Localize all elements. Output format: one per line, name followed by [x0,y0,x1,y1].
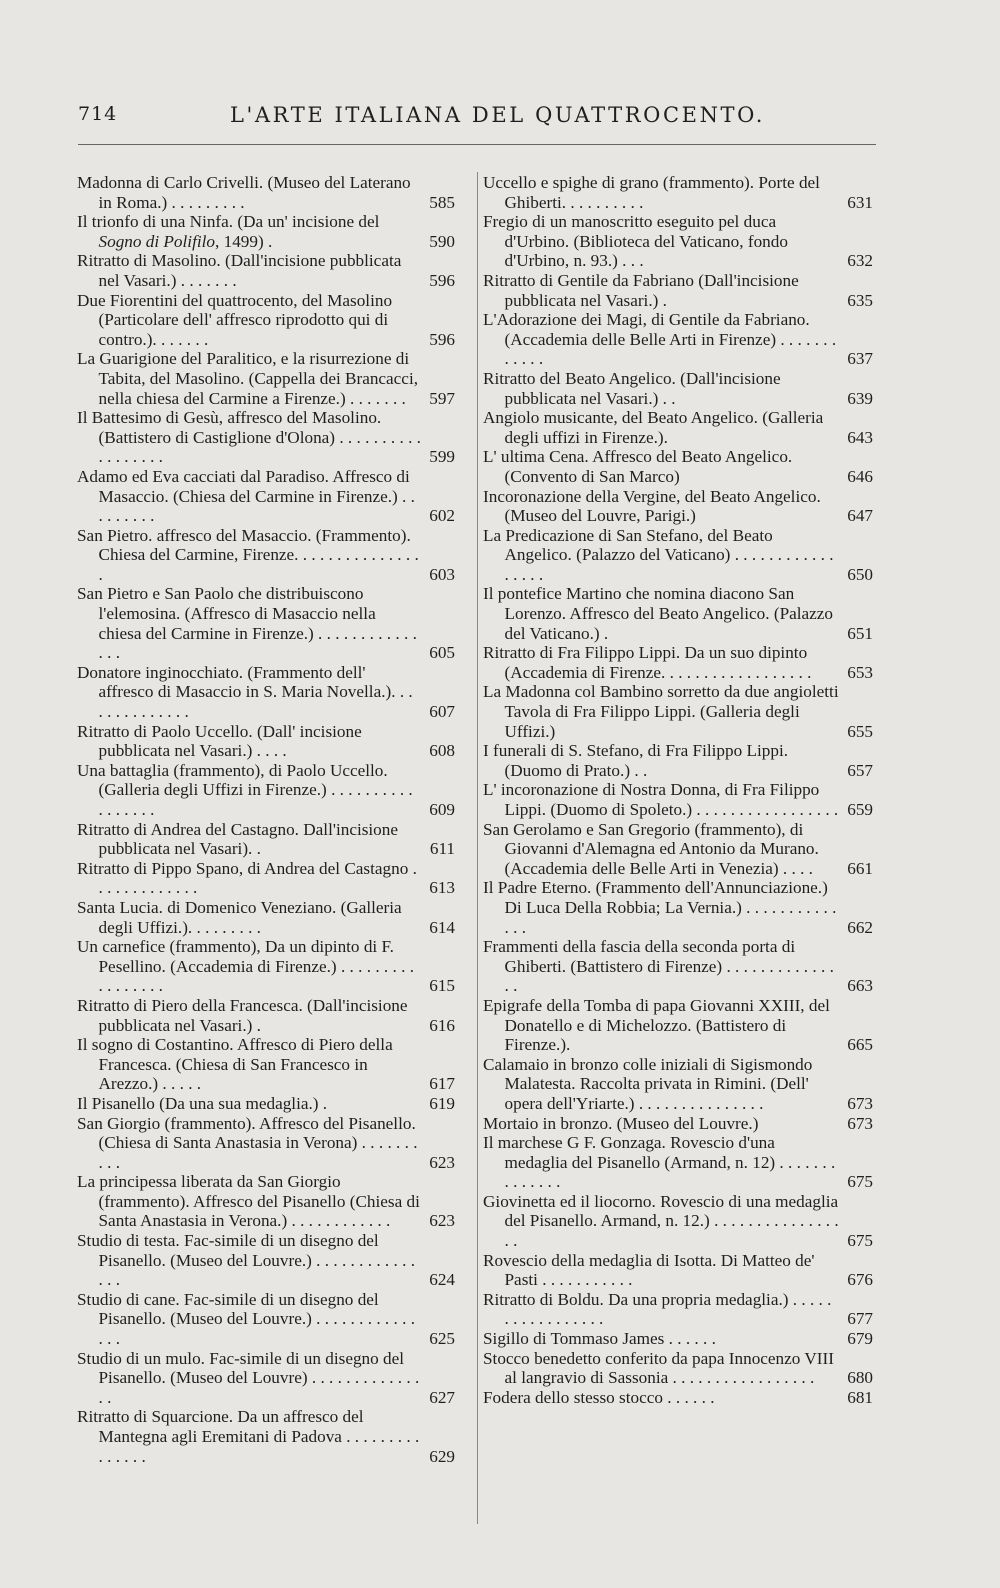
entry-page-number: 625 [429,1329,455,1349]
index-entry [77,1035,455,1094]
entry-title: La Predicazione di San Stefano, del Beato Angelico. (Palazzo del Vaticano) . . . . . . . . . . . . . . . . . [483,525,834,584]
entry-title: Studio di testa. Fac-simile di un disegno del Pisanello. (Museo del Louvre.) . . . . . . . . . . . . . . . [77,1231,415,1290]
header-rule [78,144,876,145]
entry-title: Donatore inginocchiato. (Frammento dell' affresco di Masaccio in S. Maria Novella.). . . . . . . . . . . . . . [77,662,413,722]
entry-title: L' incoronazione di Nostra Donna, di Fra Filippo Lippi. (Duomo di Spoleto.) . . . . . . . . . . . . . . . . . [483,780,839,819]
index-entry [483,1055,873,1114]
index-entry [483,741,873,780]
entry-title: Due Fiorentini del quattrocento, del Masolino (Particolare dell' affresco riprodotto qui di contro.). . . . . . . [77,290,393,349]
entry-page-number: 643 [847,427,873,447]
index-entry [483,780,873,819]
entry-page-number: 663 [847,976,873,996]
entry-page-number: 676 [847,1270,873,1290]
entry-title: Ritratto di Paolo Uccello. (Dall' incisione pubblicata nel Vasari.) . . . . [77,721,362,761]
entry-title: L' ultima Cena. Affresco del Beato Angelico. (Convento di San Marco) [483,447,793,486]
entry-page-number: 665 [847,1035,873,1055]
index-column-left [77,173,455,1466]
entry-title: La Madonna col Bambino sorretto da due angioletti Tavola di Fra Filippo Lippi. (Galleria degli Uffizi.) [483,682,839,741]
index-entry [483,584,873,643]
entry-page-number: 639 [847,388,873,408]
index-entry [483,1114,873,1134]
entry-title: Giovinetta ed il liocorno. Rovescio di una medaglia del Pisanello. Armand, n. 12.) . . . . . . . . . . . . . . . . . [483,1191,839,1251]
index-entry [483,271,873,310]
entry-title: Mortaio in bronzo. (Museo del Louvre.) [483,1113,759,1133]
entry-title: Ritratto di Boldu. Da una propria medaglia.) . . . . . . . . . . . . . . . . . [483,1289,832,1329]
index-entry [77,937,455,996]
page-number: 714 [78,103,118,125]
index-entry [483,878,873,937]
index-entry [77,173,455,212]
index-entry [483,682,873,741]
entry-title: Epigrafe della Tomba di papa Giovanni XXIII, del Donatello e di Michelozzo. (Battistero di Firenze.). [483,995,830,1055]
entry-page-number: 650 [847,564,873,584]
index-entry [483,1388,873,1408]
index-entry [77,212,455,251]
entry-page-number: 680 [847,1368,873,1388]
entry-title: Il sogno di Costantino. Affresco di Piero della Francesca. (Chiesa di San Francesco in Arezzo.) . . . . . [77,1035,393,1094]
entry-title: Il trionfo di una Ninfa. (Da un' incisione del Sogno di Polifilo, 1499) . [77,212,380,251]
index-entry [483,1192,873,1251]
entry-title: Adamo ed Eva cacciati dal Paradiso. Affresco di Masaccio. (Chiesa del Carmine in Firenze.) . . . . . . . . . [77,466,415,526]
entry-page-number: 615 [429,976,455,996]
index-entry [483,487,873,526]
page-header [78,103,876,133]
entry-page-number: 605 [429,643,455,663]
entry-page-number: 623 [429,1152,455,1172]
entry-title: Fodera dello stesso stocco . . . . . . [483,1387,715,1407]
entry-page-number: 646 [847,466,873,486]
entry-page-number: 613 [429,878,455,898]
index-entry [77,1231,455,1290]
index-entry [77,1172,455,1231]
entry-page-number: 661 [847,858,873,878]
entry-page-number: 679 [847,1329,873,1349]
entry-title: Una battaglia (frammento), di Paolo Uccello. (Galleria degli Uffizi in Firenze.) . . . . . . . . . . . . . . . . . [77,760,413,819]
index-entry [483,1251,873,1290]
index-entry [483,820,873,879]
entry-page-number: 637 [847,349,873,369]
entry-title: Incoronazione della Vergine, del Beato Angelico. (Museo del Louvre, Parigi.) [483,486,821,526]
entry-title: Ritratto del Beato Angelico. (Dall'incisione pubblicata nel Vasari.) . . [483,368,781,408]
entry-page-number: 596 [429,329,455,349]
entry-page-number: 623 [429,1211,455,1231]
entry-title: Fregio di un manoscritto eseguito pel duca d'Urbino. (Biblioteca del Vaticano, fondo d'Urbino, n. 93.) . . . [483,212,788,271]
entry-title: Ritratto di Masolino. (Dall'incisione pubblicata nel Vasari.) . . . . . . . [77,251,402,290]
running-title: L'ARTE ITALIANA DEL QUATTROCENTO. [230,103,766,127]
entry-title: Il marchese G F. Gonzaga. Rovescio d'una medaglia del Pisanello (Armand, n. 12) . . . . . . . . . . . . . . [483,1133,836,1192]
entry-title: La Guarigione del Paralitico, e la risurrezione di Tabita, del Masolino. (Cappella dei Brancacci, nella chiesa del Carmine a Firenze.) . . . . . . . [77,349,419,408]
entry-page-number: 602 [429,506,455,526]
index-entry [77,467,455,526]
index-entry [77,1290,455,1349]
entry-title: San Pietro. affresco del Masaccio. (Frammento). Chiesa del Carmine, Firenze. . . . . . . . . . . . . . . . [77,525,419,584]
entry-title: Uccello e spighe di grano (frammento). Porte del Ghiberti. . . . . . . . . . [483,173,820,212]
index-entry [77,1094,455,1114]
index-entry [483,1290,873,1329]
entry-title: Studio di un mulo. Fac-simile di un disegno del Pisanello. (Museo del Louvre) . . . . . . . . . . . . . . . [77,1348,420,1407]
entry-page-number: 597 [429,388,455,408]
entry-page-number: 631 [847,192,873,212]
entry-page-number: 662 [847,917,873,937]
entry-title: Santa Lucia. di Domenico Veneziano. (Galleria degli Uffizi.). . . . . . . . . [77,897,402,937]
index-entry [77,1349,455,1408]
entry-title: I funerali di S. Stefano, di Fra Filippo Lippi. (Duomo di Prato.) . . [483,741,789,780]
index-entry [77,1407,455,1466]
index-column-right [483,173,873,1407]
index-entry [483,526,873,585]
index-entry [77,526,455,585]
index-entry [483,1133,873,1192]
entry-page-number: 651 [847,623,873,643]
index-entry [483,408,873,447]
entry-title: Stocco benedetto conferito da papa Innocenzo VIII al langravio di Sassonia . . . . . . . . . . . . . . . . . [483,1348,834,1388]
entry-title: Studio di cane. Fac-simile di un disegno del Pisanello. (Museo del Louvre.) . . . . . . . . . . . . . . . [77,1289,415,1349]
index-entry [483,310,873,369]
index-entry [77,408,455,467]
entry-page-number: 655 [847,721,873,741]
entry-title: L'Adorazione dei Magi, di Gentile da Fabriano. (Accademia delle Belle Arti in Firenze) . . . . . . . . . . . . [483,310,837,369]
index-entry [483,173,873,212]
entry-title: Ritratto di Squarcione. Da un affresco del Mantegna agli Eremitani di Padova . . . . . . . . . . . . . . . [77,1407,420,1466]
entry-title: Calamaio in bronzo colle iniziali di Sigismondo Malatesta. Raccolta privata in Rimini. (Dell' opera dell'Yriarte.) . . . . . . . . . . . . . . . [483,1054,813,1113]
index-entry [483,369,873,408]
column-divider [477,172,478,1524]
index-entry [77,251,455,290]
index-entry [77,996,455,1035]
entry-page-number: 603 [429,564,455,584]
index-entry [77,349,455,408]
index-entry [77,820,455,859]
entry-title: Ritratto di Piero della Francesca. (Dall'incisione pubblicata nel Vasari.) . [77,995,408,1035]
entry-page-number: 677 [847,1309,873,1329]
entry-title: La principessa liberata da San Giorgio (frammento). Affresco del Pisanello (Chiesa di Santa Anastasia in Verona.) . . . . . . . . . . . . [77,1172,420,1231]
entry-page-number: 635 [847,290,873,310]
entry-page-number: 608 [429,741,455,761]
entry-title: Rovescio della medaglia di Isotta. Di Matteo de' Pasti . . . . . . . . . . . [483,1250,815,1290]
entry-page-number: 624 [429,1270,455,1290]
index-entry [483,643,873,682]
entry-title: San Giorgio (frammento). Affresco del Pisanello. (Chiesa di Santa Anastasia in Verona) . . . . . . . . . . [77,1113,418,1172]
entry-title: Angiolo musicante, del Beato Angelico. (Galleria degli uffizi in Firenze.). [483,408,824,447]
entry-page-number: 617 [429,1074,455,1094]
entry-title: Ritratto di Andrea del Castagno. Dall'incisione pubblicata nel Vasari). . [77,819,398,859]
entry-title: Ritratto di Gentile da Fabriano (Dall'incisione pubblicata nel Vasari.) . [483,270,799,310]
entry-page-number: 599 [429,447,455,467]
entry-page-number: 657 [847,760,873,780]
entry-title: Frammenti della fascia della seconda porta di Ghiberti. (Battistero di Firenze) . . . . . . . . . . . . . . . [483,937,834,996]
entry-page-number: 616 [429,1015,455,1035]
entry-page-number: 627 [429,1387,455,1407]
entry-title: Il Padre Eterno. (Frammento dell'Annunciazione.) Di Luca Della Robbia; La Vernia.) . . . . . . . . . . . . . . [483,878,837,937]
entry-page-number: 647 [847,506,873,526]
index-entry [77,722,455,761]
index-entry [483,996,873,1055]
entry-page-number: 659 [847,800,873,819]
entry-page-number: 611 [429,839,455,859]
entry-title: Il Battesimo di Gesù, affresco del Masolino. (Battistero di Castiglione d'Olona) . . . . . . . . . . . . . . . . . . [77,408,421,467]
entry-page-number: 629 [429,1446,455,1466]
entry-page-number: 596 [429,270,455,290]
entry-page-number: 673 [847,1113,873,1133]
index-entry [483,447,873,486]
entry-page-number: 614 [429,917,455,937]
entry-title: Un carnefice (frammento), Da un dipinto di F. Pesellino. (Accademia di Firenze.) . . . . . . . . . . . . . . . . . [77,937,414,996]
entry-title: Madonna di Carlo Crivelli. (Museo del Laterano in Roma.) . . . . . . . . . [77,173,411,212]
entry-page-number: 681 [847,1387,873,1407]
index-entry [483,937,873,996]
entry-page-number: 607 [429,702,455,722]
entry-page-number: 590 [429,231,455,251]
index-entry [77,898,455,937]
entry-title: Il Pisanello (Da una sua medaglia.) . [77,1093,328,1113]
entry-title: Ritratto di Pippo Spano, di Andrea del Castagno . . . . . . . . . . . . . [77,858,417,898]
entry-page-number: 653 [847,662,873,682]
entry-title: Ritratto di Fra Filippo Lippi. Da un suo dipinto (Accademia di Firenze. . . . . . . . . . . . . . . . . . [483,643,812,682]
index-entry [483,1349,873,1388]
index-entry [77,1114,455,1173]
index-entry [77,663,455,722]
entry-page-number: 619 [429,1093,455,1113]
entry-title: Sigillo di Tommaso James . . . . . . [483,1329,716,1349]
index-entry [77,291,455,350]
index-entry [77,859,455,898]
index-entry [77,584,455,662]
entry-page-number: 673 [847,1093,873,1113]
index-entry [483,1329,873,1349]
entry-title: San Pietro e San Paolo che distribuiscono l'elemosina. (Affresco di Masaccio nella chiesa del Carmine in Firenze.) . . . . . . . . . . . . . . . [77,584,417,663]
entry-page-number: 675 [847,1172,873,1192]
entry-title: Il pontefice Martino che nomina diacono San Lorenzo. Affresco del Beato Angelico. (Palazzo del Vaticano.) . [483,584,834,643]
entry-title: San Gerolamo e San Gregorio (frammento), di Giovanni d'Alemagna ed Antonio da Murano. (Accademia delle Belle Arti in Venezia) . . . . [483,819,819,878]
entry-page-number: 632 [847,251,873,271]
entry-page-number: 675 [847,1231,873,1251]
index-entry [483,212,873,271]
entry-page-number: 609 [429,800,455,819]
entry-page-number: 585 [429,192,455,212]
index-entry [77,761,455,820]
